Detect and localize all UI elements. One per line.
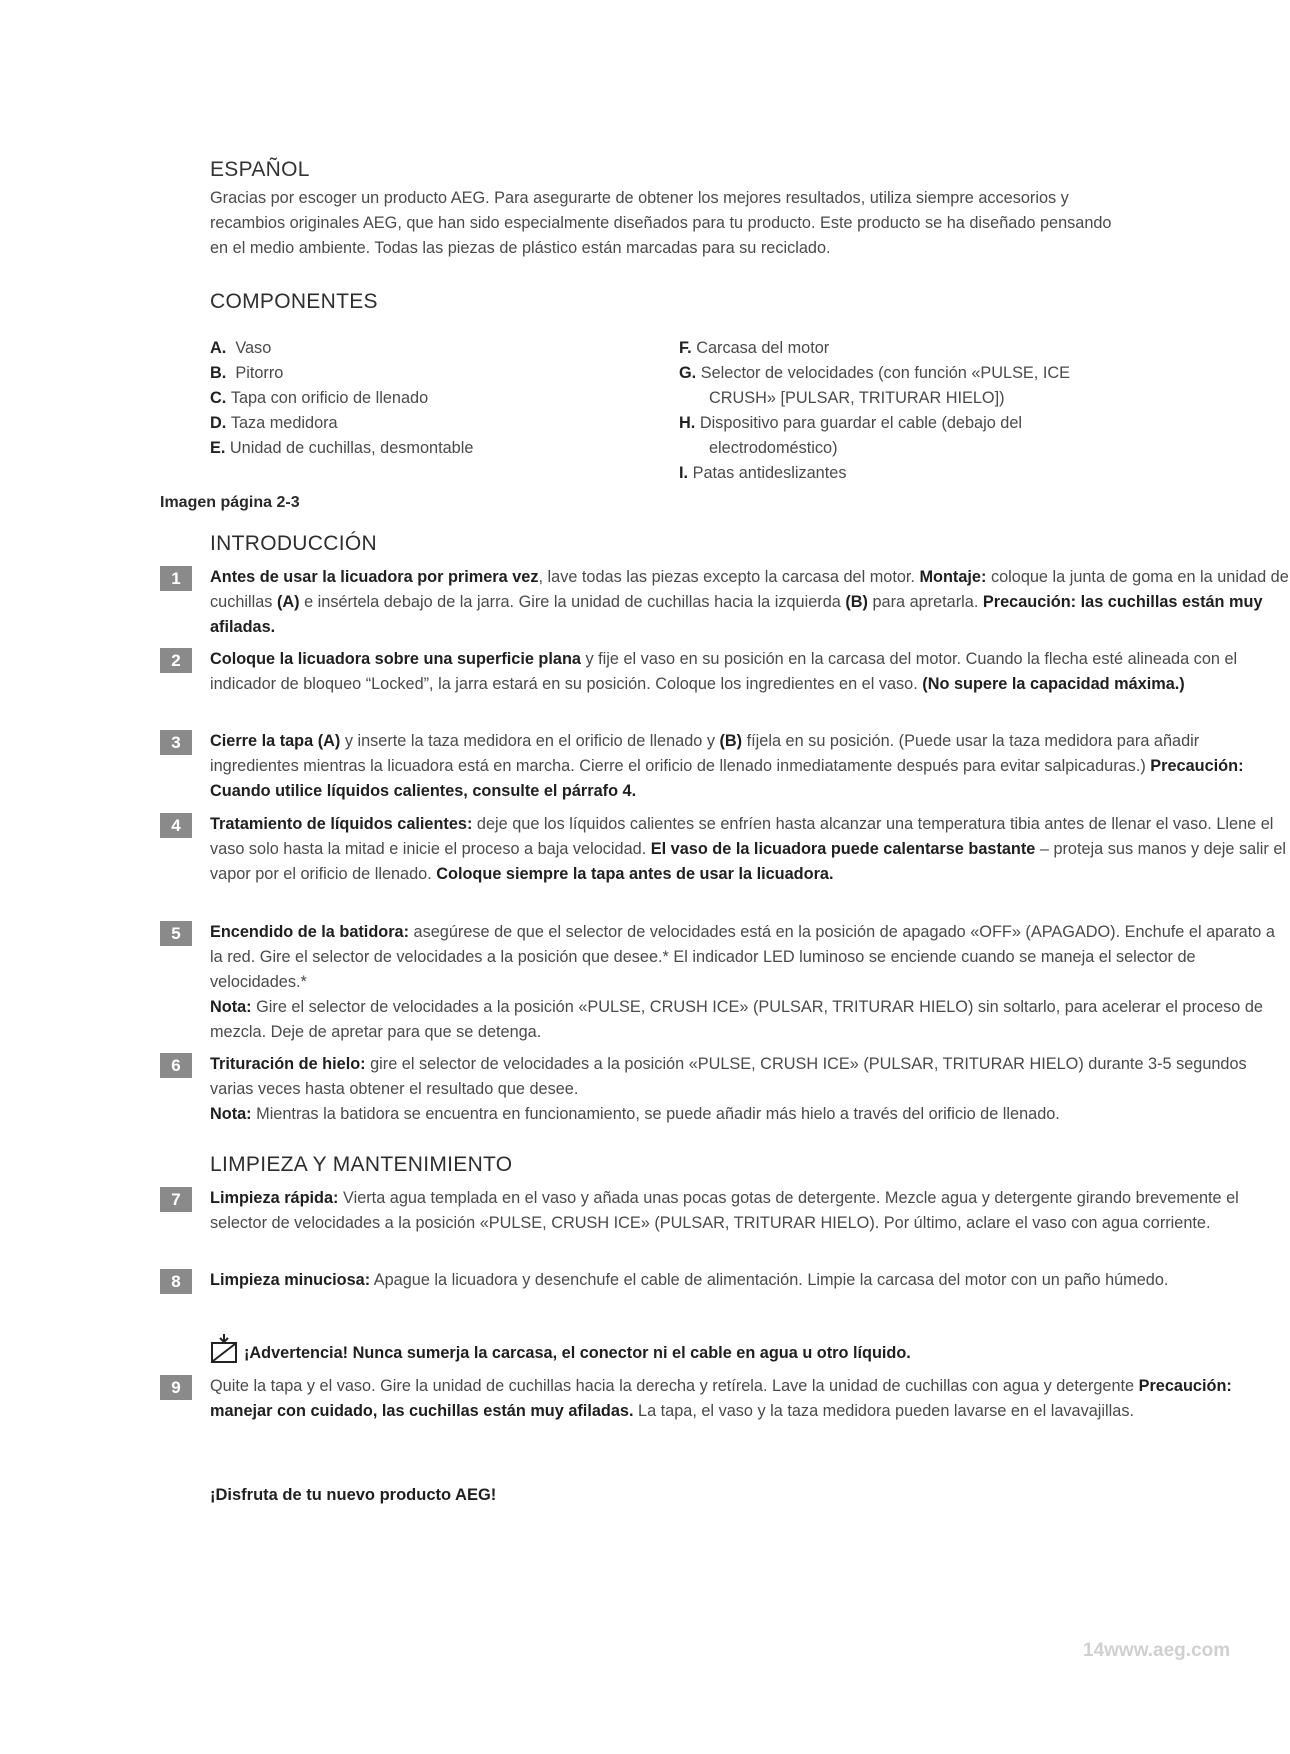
image-page-reference: Imagen página 2-3	[160, 494, 300, 511]
no-immerse-warning-icon	[210, 1334, 240, 1369]
component-item: B. Pitorro	[210, 364, 284, 382]
step-text: Coloque la licuadora sobre una superficie plana y fije el vaso en su posición en la carcasa del motor. Cuando la flecha esté alineada con el indicador de bloqueo “Locked”, la jarra estará en su posición. Coloque los ingredientes en el vaso. (No supere la capacidad máxima.)	[210, 650, 1238, 693]
step-text: Cierre la tapa (A) y inserte la taza medidora en el orificio de llenado y (B) fíjela en su posición. (Puede usar la taza medidora para añadir ingredientes mientras la licuadora está en marcha. Cierre el orificio de llenado inmediatamente después para evitar salpicaduras.) Precaución: Cuando utilice líquidos calientes, consulte el párrafo 4.	[210, 732, 1244, 800]
step-text: Trituración de hielo: gire el selector de velocidades a la posición «PULSE, CRUSH ICE» (PULSAR, TRITURAR HIELO) durante 3-5 segundos varias veces hasta obtener el resultado que desee. Nota: Mientras la batidora se encuentra en funcionamiento, se puede añadir más hielo a través del orificio de llenado.	[210, 1055, 1247, 1123]
step-number-badge: 6	[160, 1053, 192, 1078]
components-list-right	[679, 336, 1119, 486]
warning-line: ¡Advertencia! Nunca sumerja la carcasa, el conector ni el cable en agua u otro líquido.	[210, 1334, 911, 1369]
step-text: Limpieza rápida: Vierta agua templada en el vaso y añada unas pocas gotas de detergente. Mezcle agua y detergente girando brevemente el selector de velocidades a la posición «PULSE, CRUSH ICE» (PULSAR, TRITURAR HIELO). Por último, aclare el vaso con agua corriente.	[210, 1189, 1239, 1232]
component-item: H. Dispositivo para guardar el cable (debajo del electrodoméstico)	[679, 414, 1023, 457]
intro-paragraph: Gracias por escoger un producto AEG. Para asegurarte de obtener los mejores resultados, utiliza siempre accesorios y recambios originales AEG, que han sido especialmente diseñados para tu producto. Este producto se ha diseñado pensando en el medio ambiente. Todas las piezas de plástico están marcadas para su reciclado.	[210, 189, 1112, 257]
step-text: Limpieza minuciosa: Apague la licuadora y desenchufe el cable de alimentación. Limpie la carcasa del motor con un paño húmedo.	[210, 1271, 1169, 1289]
language-heading: ESPAÑOL	[210, 158, 310, 181]
step-number-badge: 7	[160, 1187, 192, 1212]
component-item: C. Tapa con orificio de llenado	[210, 389, 429, 407]
component-item: F. Carcasa del motor	[679, 339, 830, 357]
step-text: Antes de usar la licuadora por primera vez, lave todas las piezas excepto la carcasa del motor. Montaje: coloque la junta de goma en la unidad de cuchillas (A) e insértela debajo de la jarra. Gire la unidad de cuchillas hacia la izquierda (B) para apretarla. Precaución: las cuchillas están muy afiladas.	[210, 568, 1289, 636]
step-number-badge: 5	[160, 921, 192, 946]
closing-message: ¡Disfruta de tu nuevo producto AEG!	[210, 1486, 497, 1504]
component-item: I. Patas antideslizantes	[679, 464, 847, 482]
component-item: D. Taza medidora	[210, 414, 338, 432]
step-number-badge: 4	[160, 813, 192, 838]
step-number-badge: 2	[160, 648, 192, 673]
step-text: Quite la tapa y el vaso. Gire la unidad de cuchillas hacia la derecha y retírela. Lave la unidad de cuchillas con agua y detergente Precaución: manejar con cuidado, las cuchillas están muy afiladas. La tapa, el vaso y la taza medidora pueden lavarse en el lavavajillas.	[210, 1377, 1232, 1420]
step-text: Encendido de la batidora: asegúrese de que el selector de velocidades está en la posición de apagado «OFF» (APAGADO). Enchufe el aparato a la red. Gire el selector de velocidades a la posición que desee.* El indicador LED luminoso se enciende cuando se maneja el selector de velocidades.* Nota: Gire el selector de velocidades a la posición «PULSE, CRUSH ICE» (PULSAR, TRITURAR HIELO) sin soltarlo, para acelerar el proceso de mezcla. Deje de apretar para que se detenga.	[210, 923, 1275, 1041]
component-item: G. Selector de velocidades (con función «PULSE, ICE CRUSH» [PULSAR, TRITURAR HIELO])	[679, 364, 1070, 407]
component-item: E. Unidad de cuchillas, desmontable	[210, 439, 474, 457]
step-text: Tratamiento de líquidos calientes: deje que los líquidos calientes se enfríen hasta alcanzar una temperatura tibia antes de llenar el vaso. Llene el vaso solo hasta la mitad e inicie el proceso a baja velocidad. El vaso de la licuadora puede calentarse bastante – proteja sus manos y deje salir el vapor por el orificio de llenado. Coloque siempre la tapa antes de usar la licuadora.	[210, 815, 1287, 883]
step-number-badge: 1	[160, 566, 192, 591]
components-list-left	[210, 336, 473, 461]
step-number-badge: 8	[160, 1269, 192, 1294]
page-footer: 14www.aeg.com	[1083, 1640, 1231, 1661]
step-number-badge: 9	[160, 1375, 192, 1400]
step-number-badge: 3	[160, 730, 192, 755]
component-item: A. Vaso	[210, 339, 272, 357]
cleaning-heading: LIMPIEZA Y MANTENIMIENTO	[210, 1153, 513, 1176]
components-heading: COMPONENTES	[210, 290, 378, 313]
introduction-heading: INTRODUCCIÓN	[210, 532, 377, 555]
